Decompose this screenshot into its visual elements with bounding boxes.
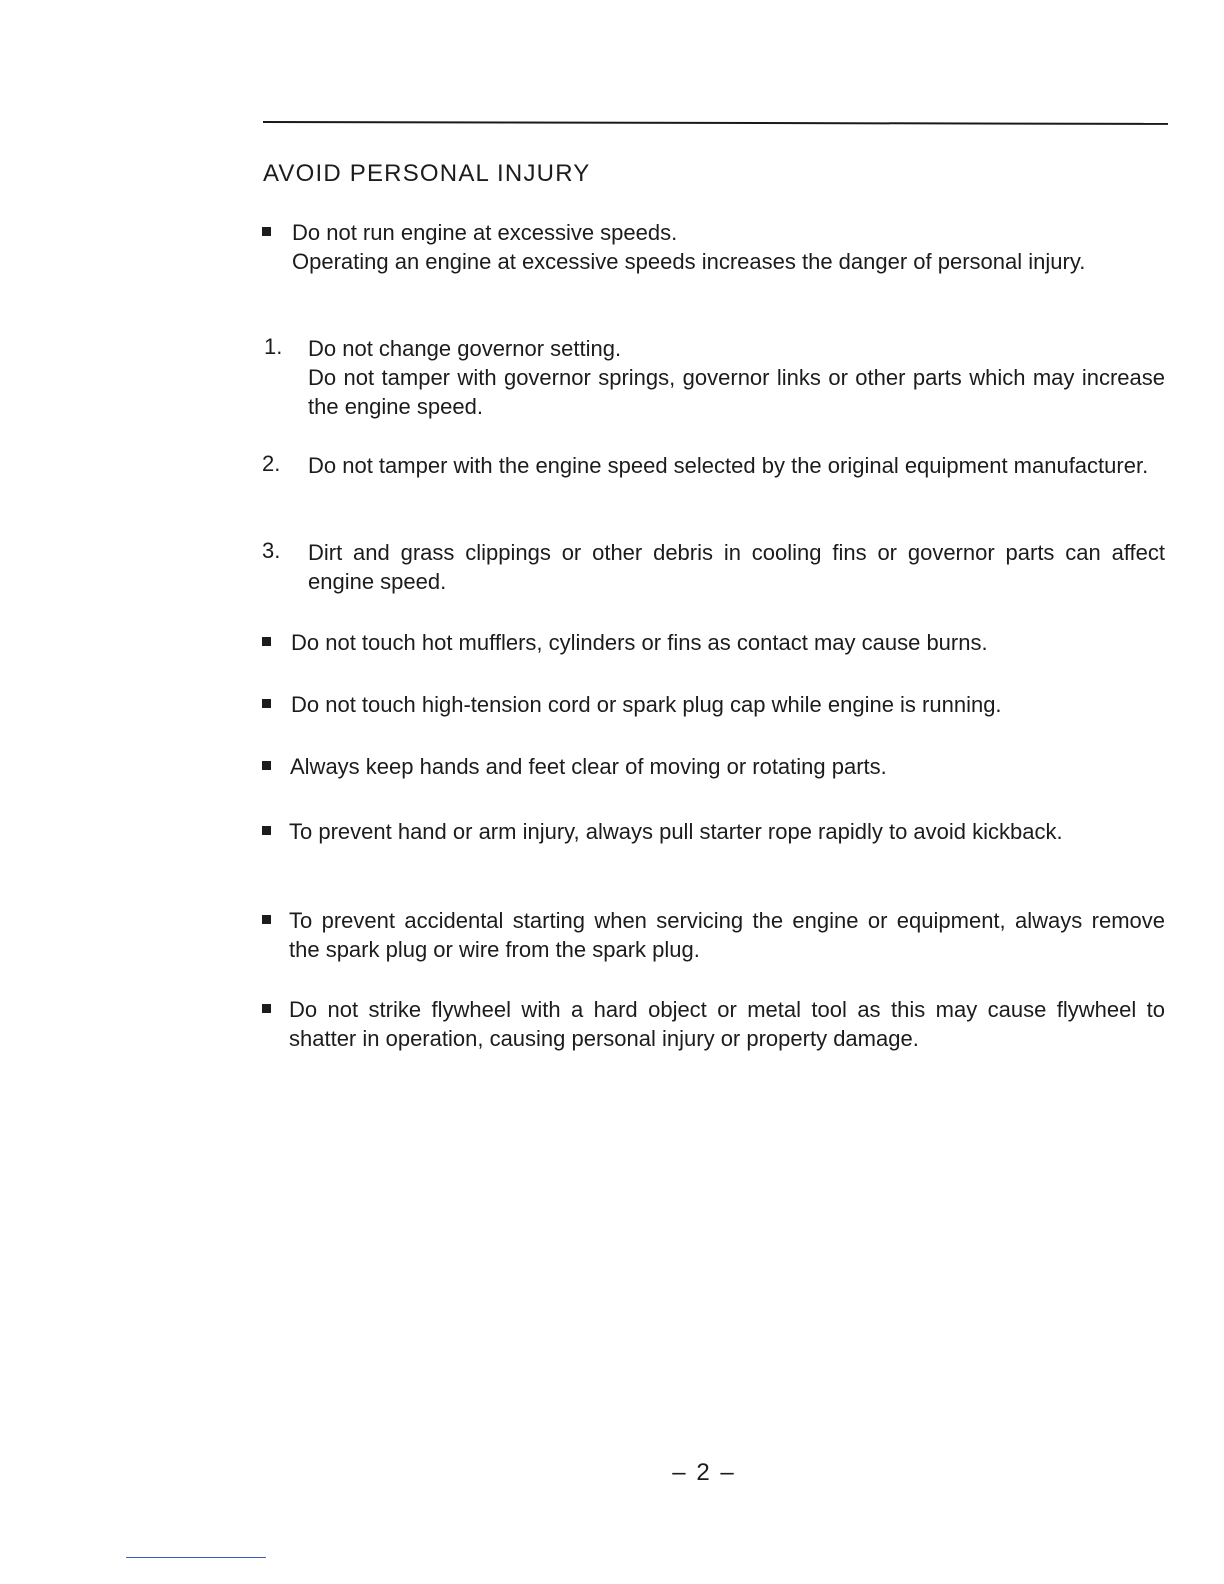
bullet-item-starter-rope — [260, 817, 1165, 846]
bullet-icon — [262, 227, 271, 236]
top-rule — [263, 121, 1168, 125]
bullet-item-accidental-starting — [260, 906, 1165, 964]
item-line: Always keep hands and feet clear of moving or rotating parts. — [290, 754, 887, 779]
bullet-icon — [262, 915, 271, 924]
item-number: 3. — [262, 538, 281, 563]
item-number: 2. — [262, 451, 281, 476]
bullet-item-hands-feet — [260, 752, 1165, 781]
bullet-icon — [262, 637, 271, 646]
bottom-rule — [126, 1557, 266, 1558]
bullet-item-flywheel — [260, 995, 1165, 1053]
item-line: Do not change governor setting. — [308, 336, 622, 361]
item-line: To prevent hand or arm injury, always pull starter rope rapidly to avoid kickback. — [289, 819, 1063, 844]
numbered-item-1 — [260, 334, 1165, 421]
bullet-item-hot-mufflers — [260, 628, 1165, 657]
section-heading: AVOID PERSONAL INJURY — [263, 160, 591, 187]
item-line: Do not touch high-tension cord or spark plug cap while engine is running. — [291, 692, 1002, 717]
item-line: Do not strike flywheel with a hard object or metal tool as this may cause flywheel to shatter in operation, causing personal injury or property damage. — [289, 997, 1165, 1051]
item-line: Do not touch hot mufflers, cylinders or fins as contact may cause burns. — [291, 630, 988, 655]
item-line: Do not tamper with the engine speed selected by the original equipment manufacturer. — [308, 453, 1149, 478]
numbered-item-3 — [260, 538, 1165, 596]
numbered-item-2 — [260, 451, 1165, 480]
item-line: Do not tamper with governor springs, governor links or other parts which may increase the engine speed. — [308, 365, 1165, 419]
bullet-icon — [262, 699, 271, 708]
bullet-icon — [262, 826, 271, 835]
item-number: 1. — [264, 334, 283, 359]
bullet-icon — [262, 761, 271, 770]
item-line: To prevent accidental starting when servicing the engine or equipment, always remove the spark plug or wire from the spark plug. — [289, 908, 1165, 962]
item-line: Do not run engine at excessive speeds. — [292, 220, 678, 245]
item-line: Dirt and grass clippings or other debris in cooling fins or governor parts can affect engine speed. — [308, 540, 1165, 594]
item-line: Operating an engine at excessive speeds increases the danger of personal injury. — [292, 249, 1086, 274]
bullet-item-high-tension — [260, 690, 1165, 719]
page-number: – 2 – — [672, 1459, 736, 1486]
bullet-item-excessive-speeds — [260, 218, 1165, 276]
bullet-icon — [262, 1004, 271, 1013]
